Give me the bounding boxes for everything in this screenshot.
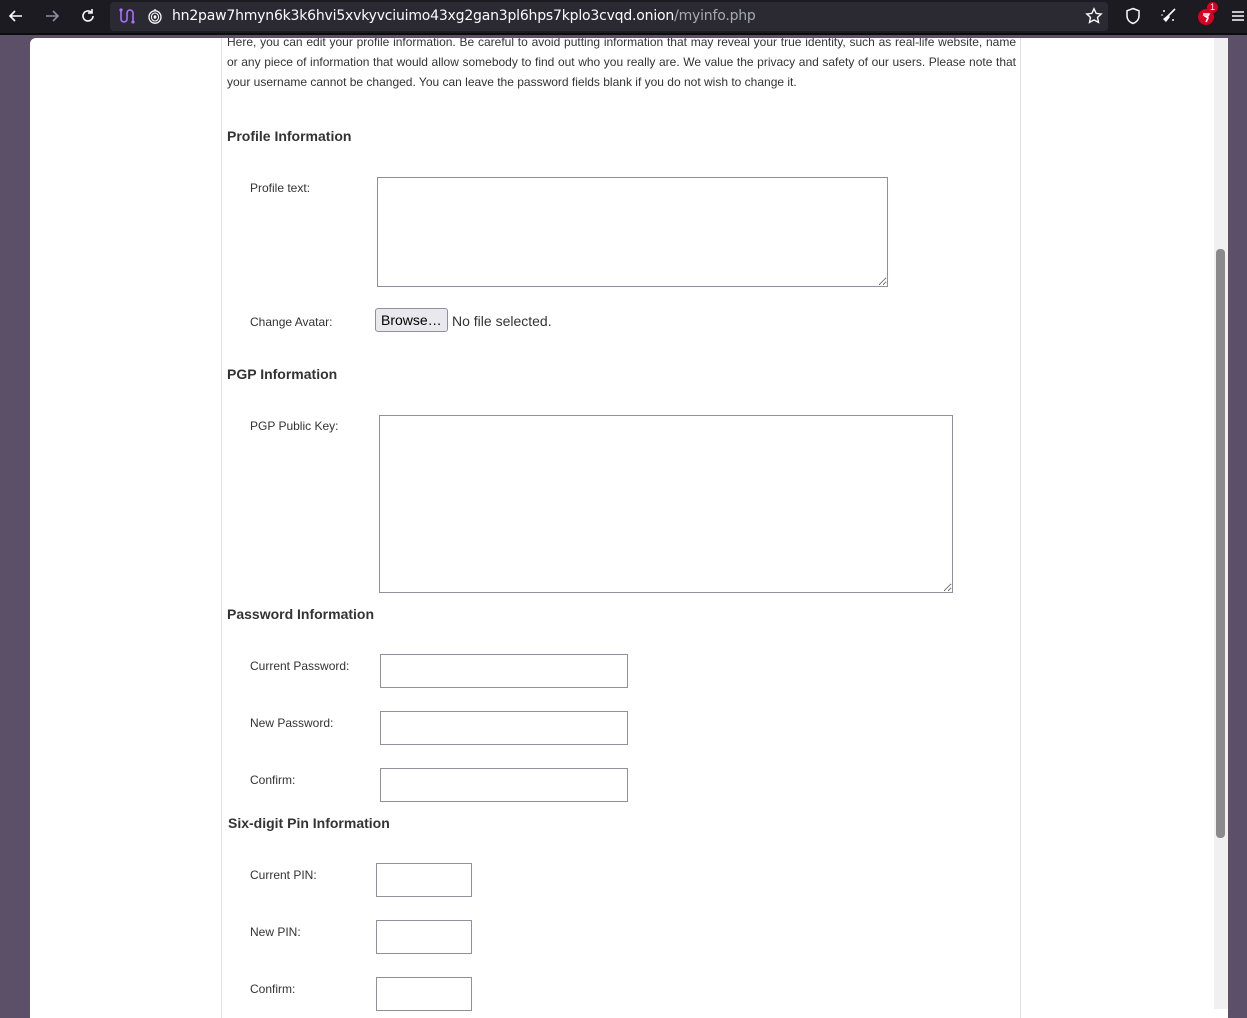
url-text[interactable] xyxy=(172,8,756,24)
confirm-password-label: Confirm: xyxy=(250,773,296,787)
confirm-password-input[interactable] xyxy=(380,768,628,802)
new-pin-label: New PIN: xyxy=(250,925,301,939)
profile-text-input[interactable] xyxy=(377,177,888,287)
intro-text: Here, you can edit your profile information. Be careful to avoid putting information that may reveal your true identity, such as real-life website, name or any piece of information that would allow somebody to find out who you really are. We value the privacy and safety of our users. Please note that your username cannot be changed. You can leave the password fields blank if you do not wish to change it. xyxy=(227,38,1016,89)
profile-text-label: Profile text: xyxy=(250,181,311,195)
pgp-key-input[interactable] xyxy=(379,415,953,593)
reload-icon[interactable] xyxy=(75,4,101,28)
toolbar-divider xyxy=(0,33,1247,35)
confirm-pin-input[interactable] xyxy=(376,977,472,1011)
scrollbar-thumb[interactable] xyxy=(1216,249,1225,838)
new-pin-input[interactable] xyxy=(376,920,472,954)
arrow-left-icon[interactable] xyxy=(3,4,29,28)
broom-icon[interactable] xyxy=(1156,4,1182,28)
tor-circuit-icon[interactable] xyxy=(116,6,138,26)
arrow-right-icon[interactable] xyxy=(39,4,65,28)
file-status-text: No file selected. xyxy=(452,313,552,329)
extension-icon[interactable] xyxy=(1193,4,1219,28)
current-password-input[interactable] xyxy=(380,654,628,688)
extension-badge: 1 xyxy=(1207,2,1218,13)
profile-section-title: Profile Information xyxy=(227,128,352,144)
url-host: hn2paw7hmyn6k3k6hvi5xvkyvciuimo43xg2gan3pl6hps7kplo3cvqd.onion xyxy=(172,8,675,24)
confirm-pin-label: Confirm: xyxy=(250,982,296,996)
url-path: /myinfo.php xyxy=(674,8,756,24)
star-icon[interactable] xyxy=(1081,4,1107,28)
password-section-title: Password Information xyxy=(227,606,375,622)
current-password-label: Current Password: xyxy=(250,659,350,673)
current-pin-input[interactable] xyxy=(376,863,472,897)
browse-avatar-button[interactable]: Browse… xyxy=(375,308,448,332)
new-password-label: New Password: xyxy=(250,716,334,730)
pgp-section-title: PGP Information xyxy=(227,366,338,382)
pgp-key-label: PGP Public Key: xyxy=(250,419,339,433)
onion-icon[interactable] xyxy=(146,6,164,26)
hamburger-menu-icon[interactable] xyxy=(1229,4,1247,28)
shield-icon[interactable] xyxy=(1120,4,1146,28)
web-page xyxy=(30,38,1228,1018)
browser-toolbar xyxy=(0,0,1247,33)
pin-section-title: Six-digit Pin Information xyxy=(228,815,390,831)
profile-form xyxy=(221,38,1021,1018)
avatar-label: Change Avatar: xyxy=(250,315,333,329)
url-bar[interactable] xyxy=(110,2,1108,31)
current-pin-label: Current PIN: xyxy=(250,868,317,882)
new-password-input[interactable] xyxy=(380,711,628,745)
